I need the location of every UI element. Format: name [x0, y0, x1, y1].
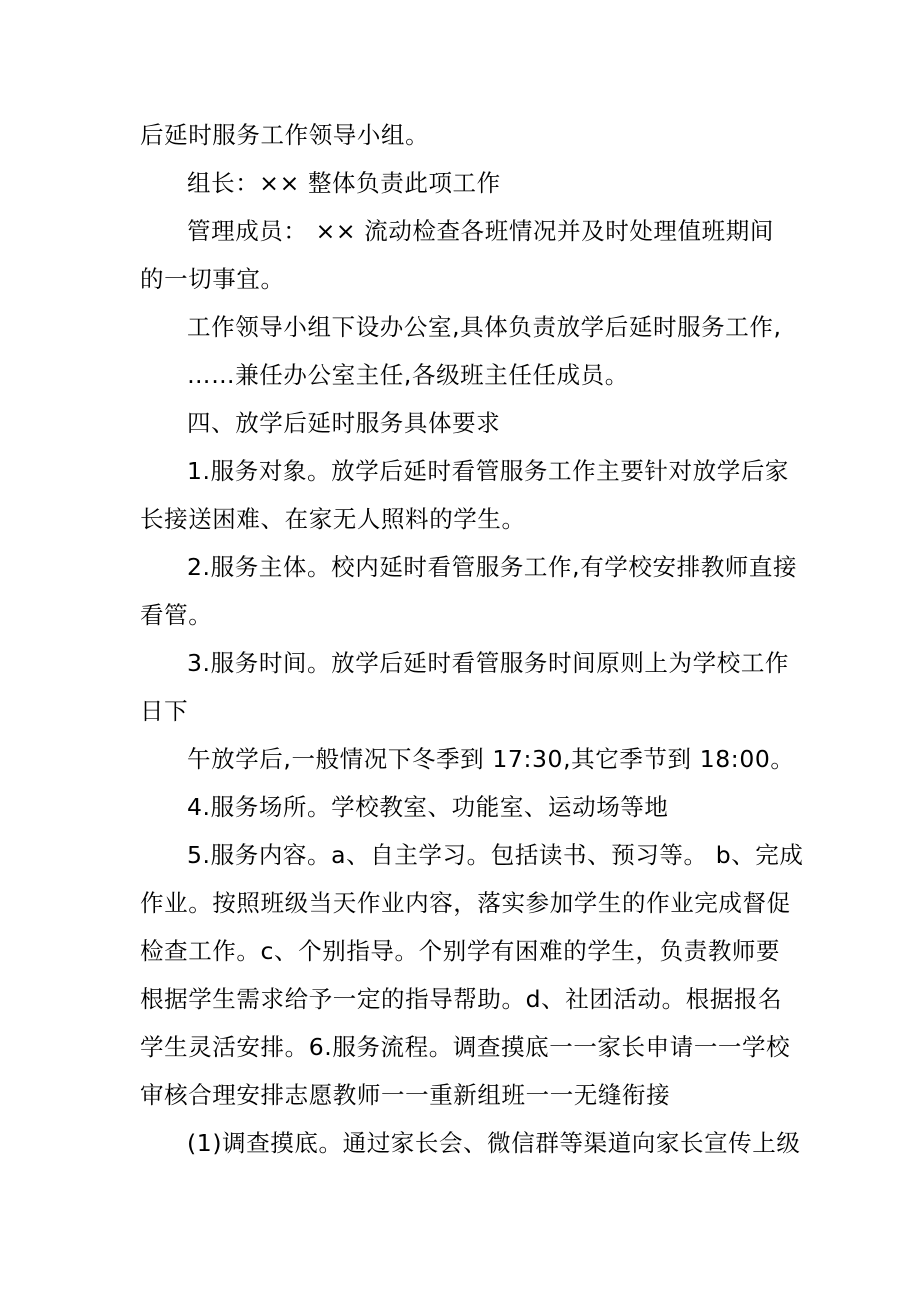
text-line-17: 作业。按照班级当天作业内容，落实参加学生的作业完成督促: [140, 889, 791, 917]
text-line-4: 的一切事宜。: [140, 265, 285, 293]
text-line-11: 看管。: [140, 601, 213, 629]
text-line-13: 日下: [140, 697, 189, 725]
text-line-21: 审核合理安排志愿教师一一重新组班一一无缝衔接: [140, 1081, 671, 1109]
section-heading: 四、放学后延时服务具体要求: [187, 409, 501, 437]
text-line-8: 1.服务对象。放学后延时看管服务工作主要针对放学后家: [187, 457, 790, 485]
text-line-16: 5.服务内容。a、自主学习。包括读书、预习等。 b、完成: [187, 841, 804, 869]
text-line-14: 午放学后,一般情况下冬季到 17:30,其它季节到 18:00。: [187, 745, 795, 773]
text-line-6: ……兼任办公室主任,各级班主任任成员。: [187, 361, 629, 389]
text-line-3: 管理成员： ×× 流动检查各班情况并及时处理值班期间: [187, 217, 774, 245]
text-line-18: 检查工作。c、个别指导。个别学有困难的学生，负责教师要: [140, 937, 781, 965]
text-line-12: 3.服务时间。放学后延时看管服务时间原则上为学校工作: [187, 649, 790, 677]
text-line-15: 4.服务场所。学校教室、功能室、运动场等地: [187, 793, 669, 821]
text-line-2: 组长：×× 整体负责此项工作: [187, 169, 501, 197]
text-line-19: 根据学生需求给予一定的指导帮助。d、社团活动。根据报名: [140, 985, 783, 1013]
text-line-22: (1)调查摸底。通过家长会、微信群等渠道向家长宣传上级: [187, 1129, 801, 1157]
text-line-20: 学生灵活安排。6.服务流程。调查摸底一一家长申请一一学校: [140, 1033, 791, 1061]
text-line-1: 后延时服务工作领导小组。: [140, 121, 430, 149]
text-line-10: 2.服务主体。校内延时看管服务工作,有学校安排教师直接: [187, 553, 798, 581]
text-line-9: 长接送困难、在家无人照料的学生。: [140, 505, 526, 533]
text-line-5: 工作领导小组下设办公室,具体负责放学后延时服务工作,: [187, 313, 782, 341]
